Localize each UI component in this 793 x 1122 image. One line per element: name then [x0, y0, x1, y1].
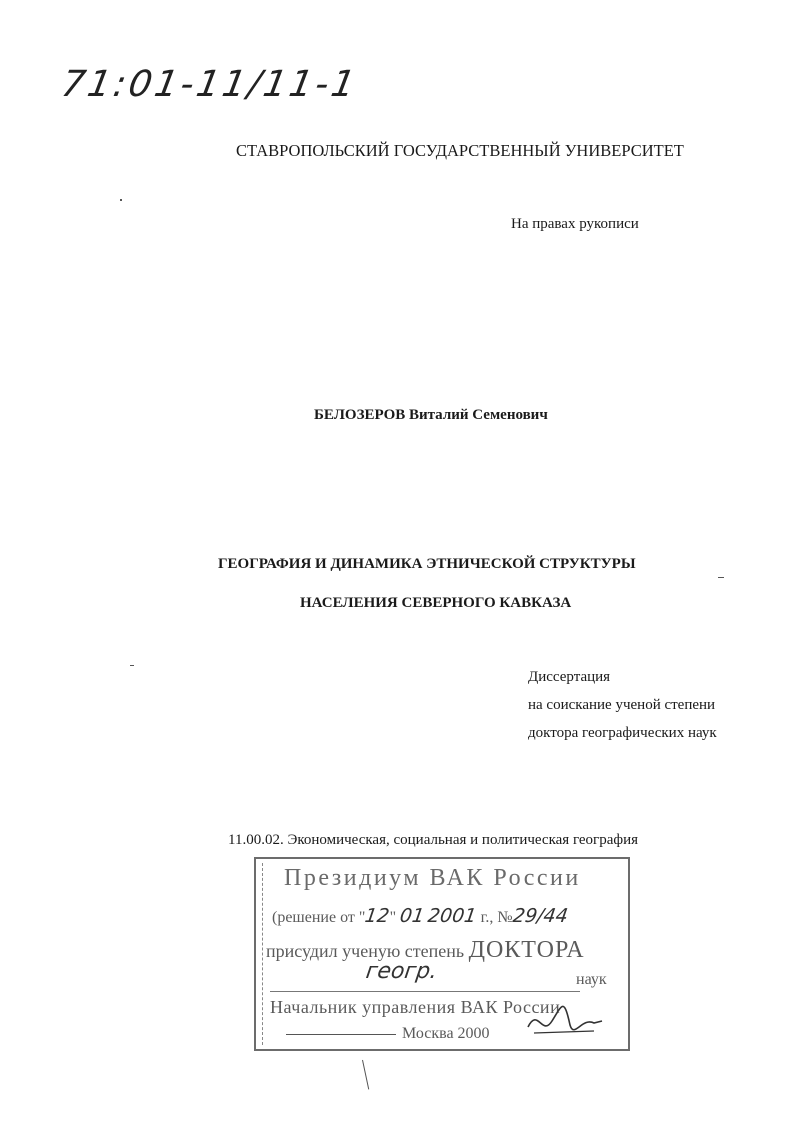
decision-number: 29/44 [511, 905, 569, 927]
decision-year: 2001 [426, 905, 479, 927]
stamp-city-row [286, 1025, 490, 1043]
archive-number: 71:01-11/11-1 [58, 64, 362, 105]
dissertation-type-line-1: Диссертация [528, 669, 611, 685]
decision-suffix: г., № [476, 909, 513, 926]
decision-prefix: (решение от " [272, 909, 366, 926]
field-suffix: наук [576, 971, 607, 988]
stamp-header: Президиум ВАК России [284, 865, 581, 891]
scan-mark [362, 1060, 369, 1090]
field-handwritten: геогр. [364, 959, 439, 984]
dissertation-title-line-2: НАСЕЛЕНИЯ СЕВЕРНОГО КАВКАЗА [300, 595, 572, 611]
city-rule [286, 1034, 396, 1035]
manuscript-note: На правах рукописи [511, 216, 639, 232]
dissertation-type-line-3: доктора географических наук [528, 725, 717, 741]
vak-stamp [254, 857, 630, 1051]
city-year: Москва 2000 [402, 1025, 490, 1042]
awarded-text: присудил ученую степень [266, 941, 469, 961]
decision-month: 01 [398, 905, 426, 927]
dissertation-type-line-2: на соискание ученой степени [528, 697, 716, 713]
decision-quote: " [389, 909, 397, 926]
author-name: БЕЛОЗЕРОВ Виталий Семенович [314, 407, 548, 423]
scan-mark [718, 577, 724, 578]
decision-day: 12 [363, 905, 392, 927]
degree-name: ДОКТОРА [468, 937, 585, 963]
dissertation-title-line-1: ГЕОГРАФИЯ И ДИНАМИКА ЭТНИЧЕСКОЙ СТРУКТУРЫ [218, 556, 636, 572]
scan-mark [130, 665, 134, 666]
stamp-decision-row [272, 905, 567, 927]
stamp-head-title: Начальник управления ВАК России [270, 997, 561, 1017]
specialty-code: 11.00.02. Экономическая, социальная и политическая география [228, 832, 639, 848]
signature-scribble [524, 987, 604, 1047]
university-name: СТАВРОПОЛЬСКИЙ ГОСУДАРСТВЕННЫЙ УНИВЕРСИТЕТ [236, 141, 684, 160]
scan-mark [120, 199, 122, 201]
